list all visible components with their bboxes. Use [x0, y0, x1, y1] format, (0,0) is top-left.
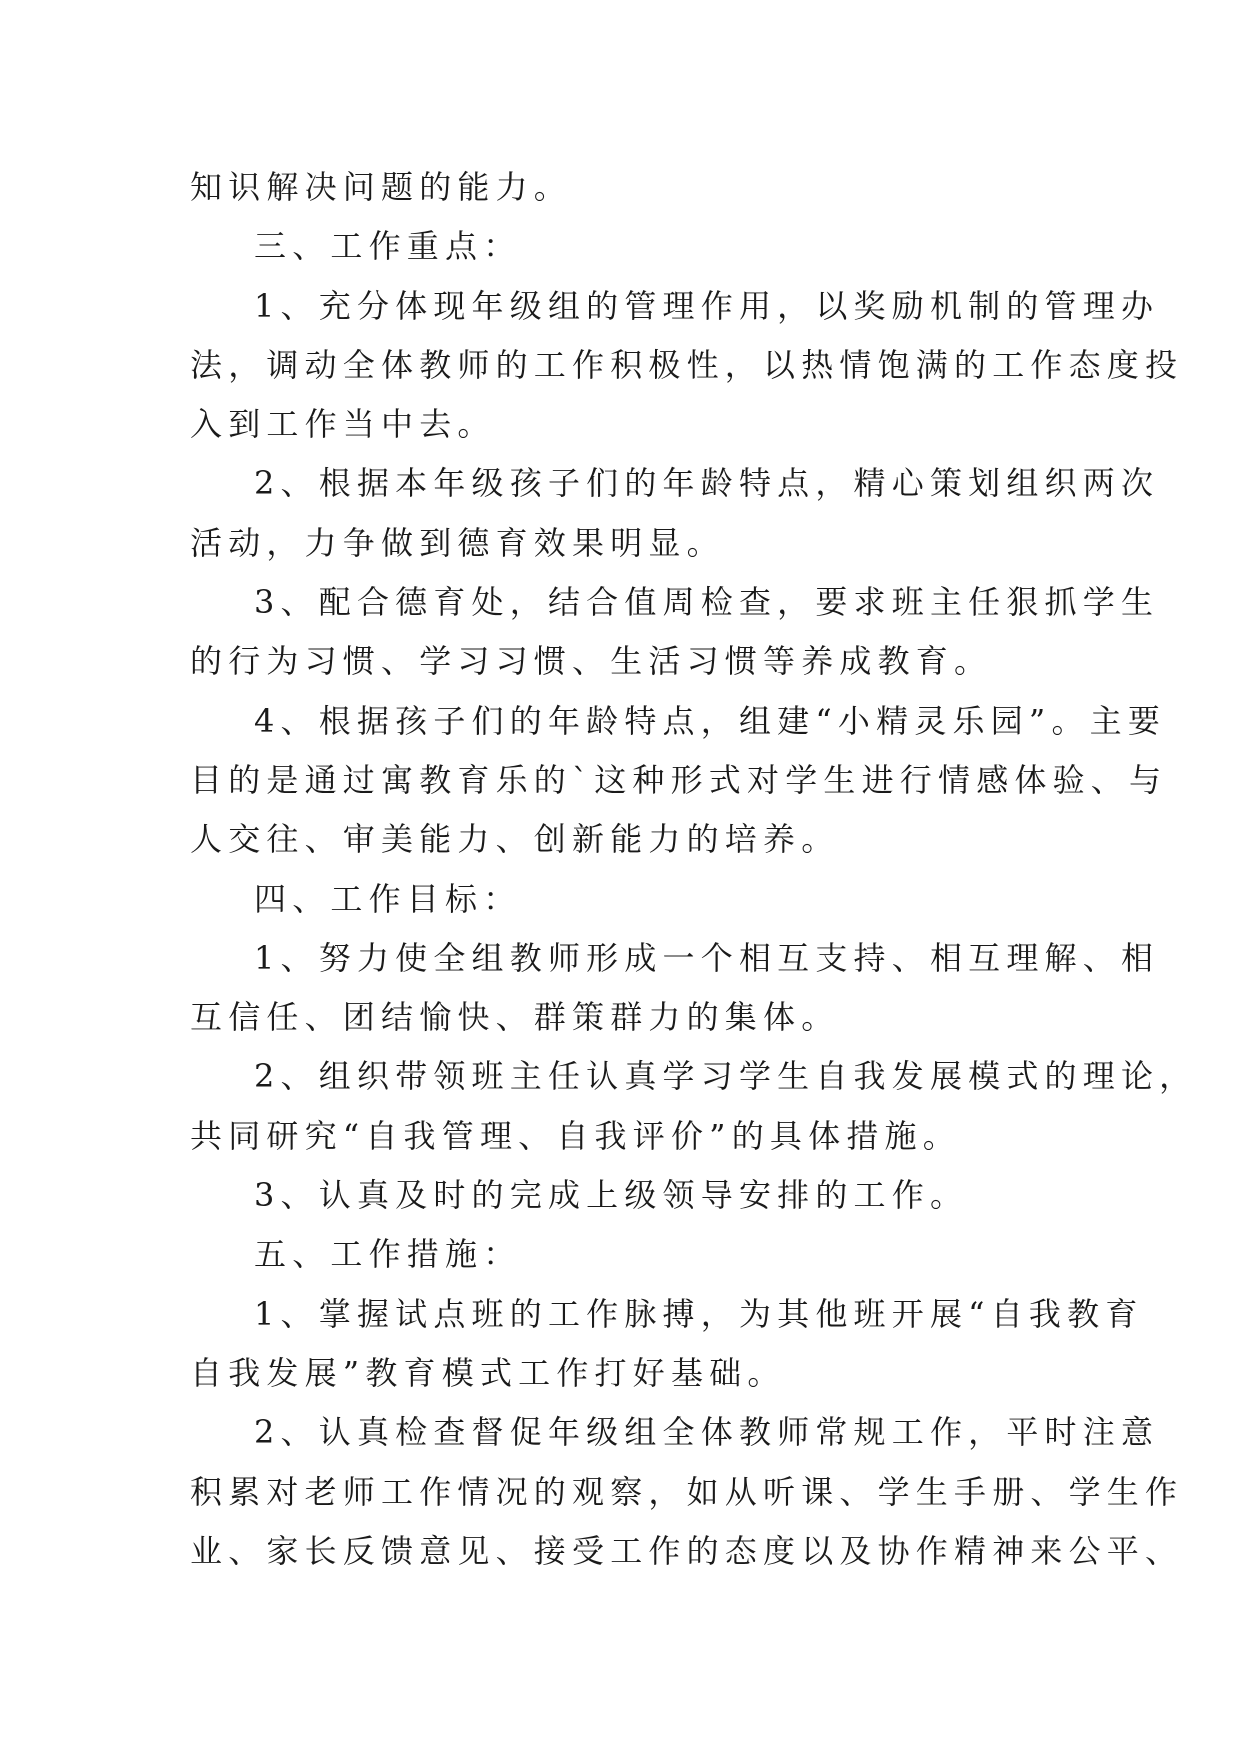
text-line: 知识解决问题的能力。	[190, 168, 573, 206]
document-body	[190, 158, 1198, 1581]
text-line: 2、根据本年级孩子们的年龄特点，精心策划组织两次	[254, 464, 1160, 503]
text-line: 法，调动全体教师的工作积极性，以热情饱满的工作态度投	[190, 345, 1184, 384]
text-line: 3、认真及时的完成上级领导安排的工作。	[254, 1176, 969, 1215]
text-line: 1、掌握试点班的工作脉搏，为其他班开展“自我教育	[254, 1294, 1144, 1333]
text-line: 活动，力争做到德育效果明显。	[190, 523, 725, 562]
text-line: 三、工作重点：	[254, 227, 522, 266]
text-line: 共同研究“自我管理、自我评价”的具体措施。	[190, 1116, 961, 1155]
text-line: 人交往、审美能力、创新能力的培养。	[190, 820, 840, 859]
text-line: 1、充分体现年级组的管理作用，以奖励机制的管理办	[254, 286, 1160, 325]
text-line: 2、认真检查督促年级组全体教师常规工作，平时注意	[254, 1413, 1160, 1452]
text-line: 1、努力使全组教师形成一个相互支持、相互理解、相	[254, 938, 1160, 977]
text-line: 3、配合德育处，结合值周检查，要求班主任狠抓学生	[254, 583, 1160, 622]
text-line: 自我发展”教育模式工作打好基础。	[190, 1353, 786, 1392]
text-line: 四、工作目标：	[254, 879, 522, 918]
text-line: 的行为习惯、学习习惯、生活习惯等养成教育。	[190, 642, 993, 681]
text-line: 4、根据孩子们的年龄特点，组建“小精灵乐园”。主要	[254, 701, 1167, 740]
text-line: 互信任、团结愉快、群策群力的集体。	[190, 998, 840, 1037]
text-line: 目的是通过寓教育乐的`这种形式对学生进行情感体验、与	[190, 760, 1168, 799]
text-line: 业、家长反馈意见、接受工作的态度以及协作精神来公平、	[190, 1531, 1184, 1570]
text-line: 五、工作措施：	[254, 1235, 522, 1274]
text-line: 入到工作当中去。	[190, 405, 496, 444]
text-line: 积累对老师工作情况的观察，如从听课、学生手册、学生作	[190, 1472, 1184, 1511]
text-line: 2、组织带领班主任认真学习学生自我发展模式的理论，	[254, 1057, 1198, 1096]
